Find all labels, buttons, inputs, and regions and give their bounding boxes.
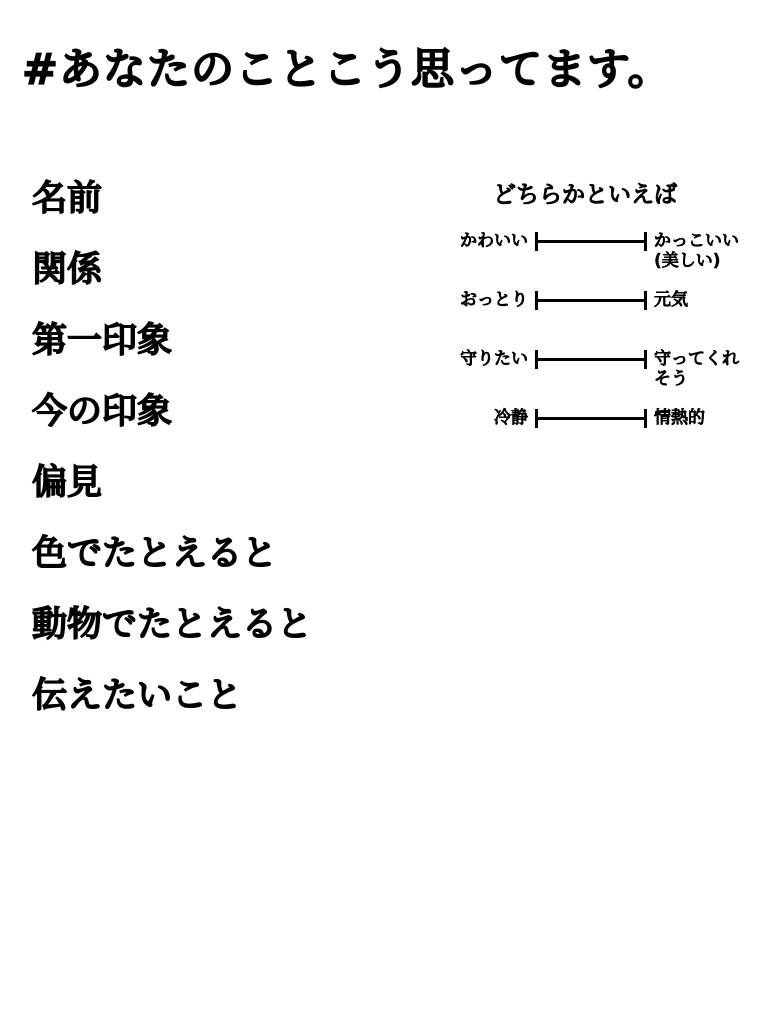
scale-end-cap-left (535, 291, 538, 310)
scale-section-heading: どちらかといえば (493, 182, 677, 208)
list-item: 関係 (32, 250, 103, 290)
scale-end-cap-right (644, 409, 647, 428)
scale-left-label: 守りたい (460, 349, 528, 369)
list-item: 名前 (32, 179, 103, 219)
scale-section (420, 176, 750, 467)
scale-row (420, 231, 750, 269)
scale-left-label: おっとり (460, 290, 528, 310)
scale-left-label: かわいい (460, 231, 528, 251)
scale-line (535, 349, 647, 369)
scale-right-label-main: かっこいい (654, 231, 739, 251)
list-item: 色でたとえると (32, 534, 278, 574)
scale-line (535, 290, 647, 310)
list-item: 偏見 (32, 463, 103, 503)
scale-right-label-main: 情熱的 (654, 408, 705, 428)
scale-row (420, 408, 750, 446)
scale-end-cap-right (644, 350, 647, 369)
scale-end-cap-right (644, 291, 647, 310)
list-item: 伝えたいこと (32, 676, 243, 716)
scale-left-label: 冷静 (494, 408, 528, 428)
list-item: 動物でたとえると (32, 605, 313, 645)
scale-row (420, 290, 750, 328)
scale-right-label-sub: (美しい) (654, 250, 721, 271)
scale-right-label (654, 349, 739, 389)
scale-right-label (654, 290, 688, 311)
scale-row (420, 349, 750, 387)
page-title: #あなたのことこう思ってます。 (22, 45, 672, 95)
scale-end-cap-left (535, 409, 538, 428)
scale-right-label-main: 守ってくれ (654, 349, 739, 369)
prompt-list (32, 179, 412, 750)
scale-right-label (654, 408, 705, 429)
scale-end-cap-left (535, 350, 538, 369)
scale-end-cap-right (644, 232, 647, 251)
scale-end-cap-left (535, 232, 538, 251)
list-item: 今の印象 (32, 392, 173, 432)
scale-right-label (654, 231, 739, 271)
scale-line (535, 231, 647, 251)
scale-right-label-sub: そう (654, 368, 688, 389)
list-item: 第一印象 (32, 321, 173, 361)
scale-line (535, 408, 647, 428)
scale-right-label-main: 元気 (654, 290, 688, 310)
